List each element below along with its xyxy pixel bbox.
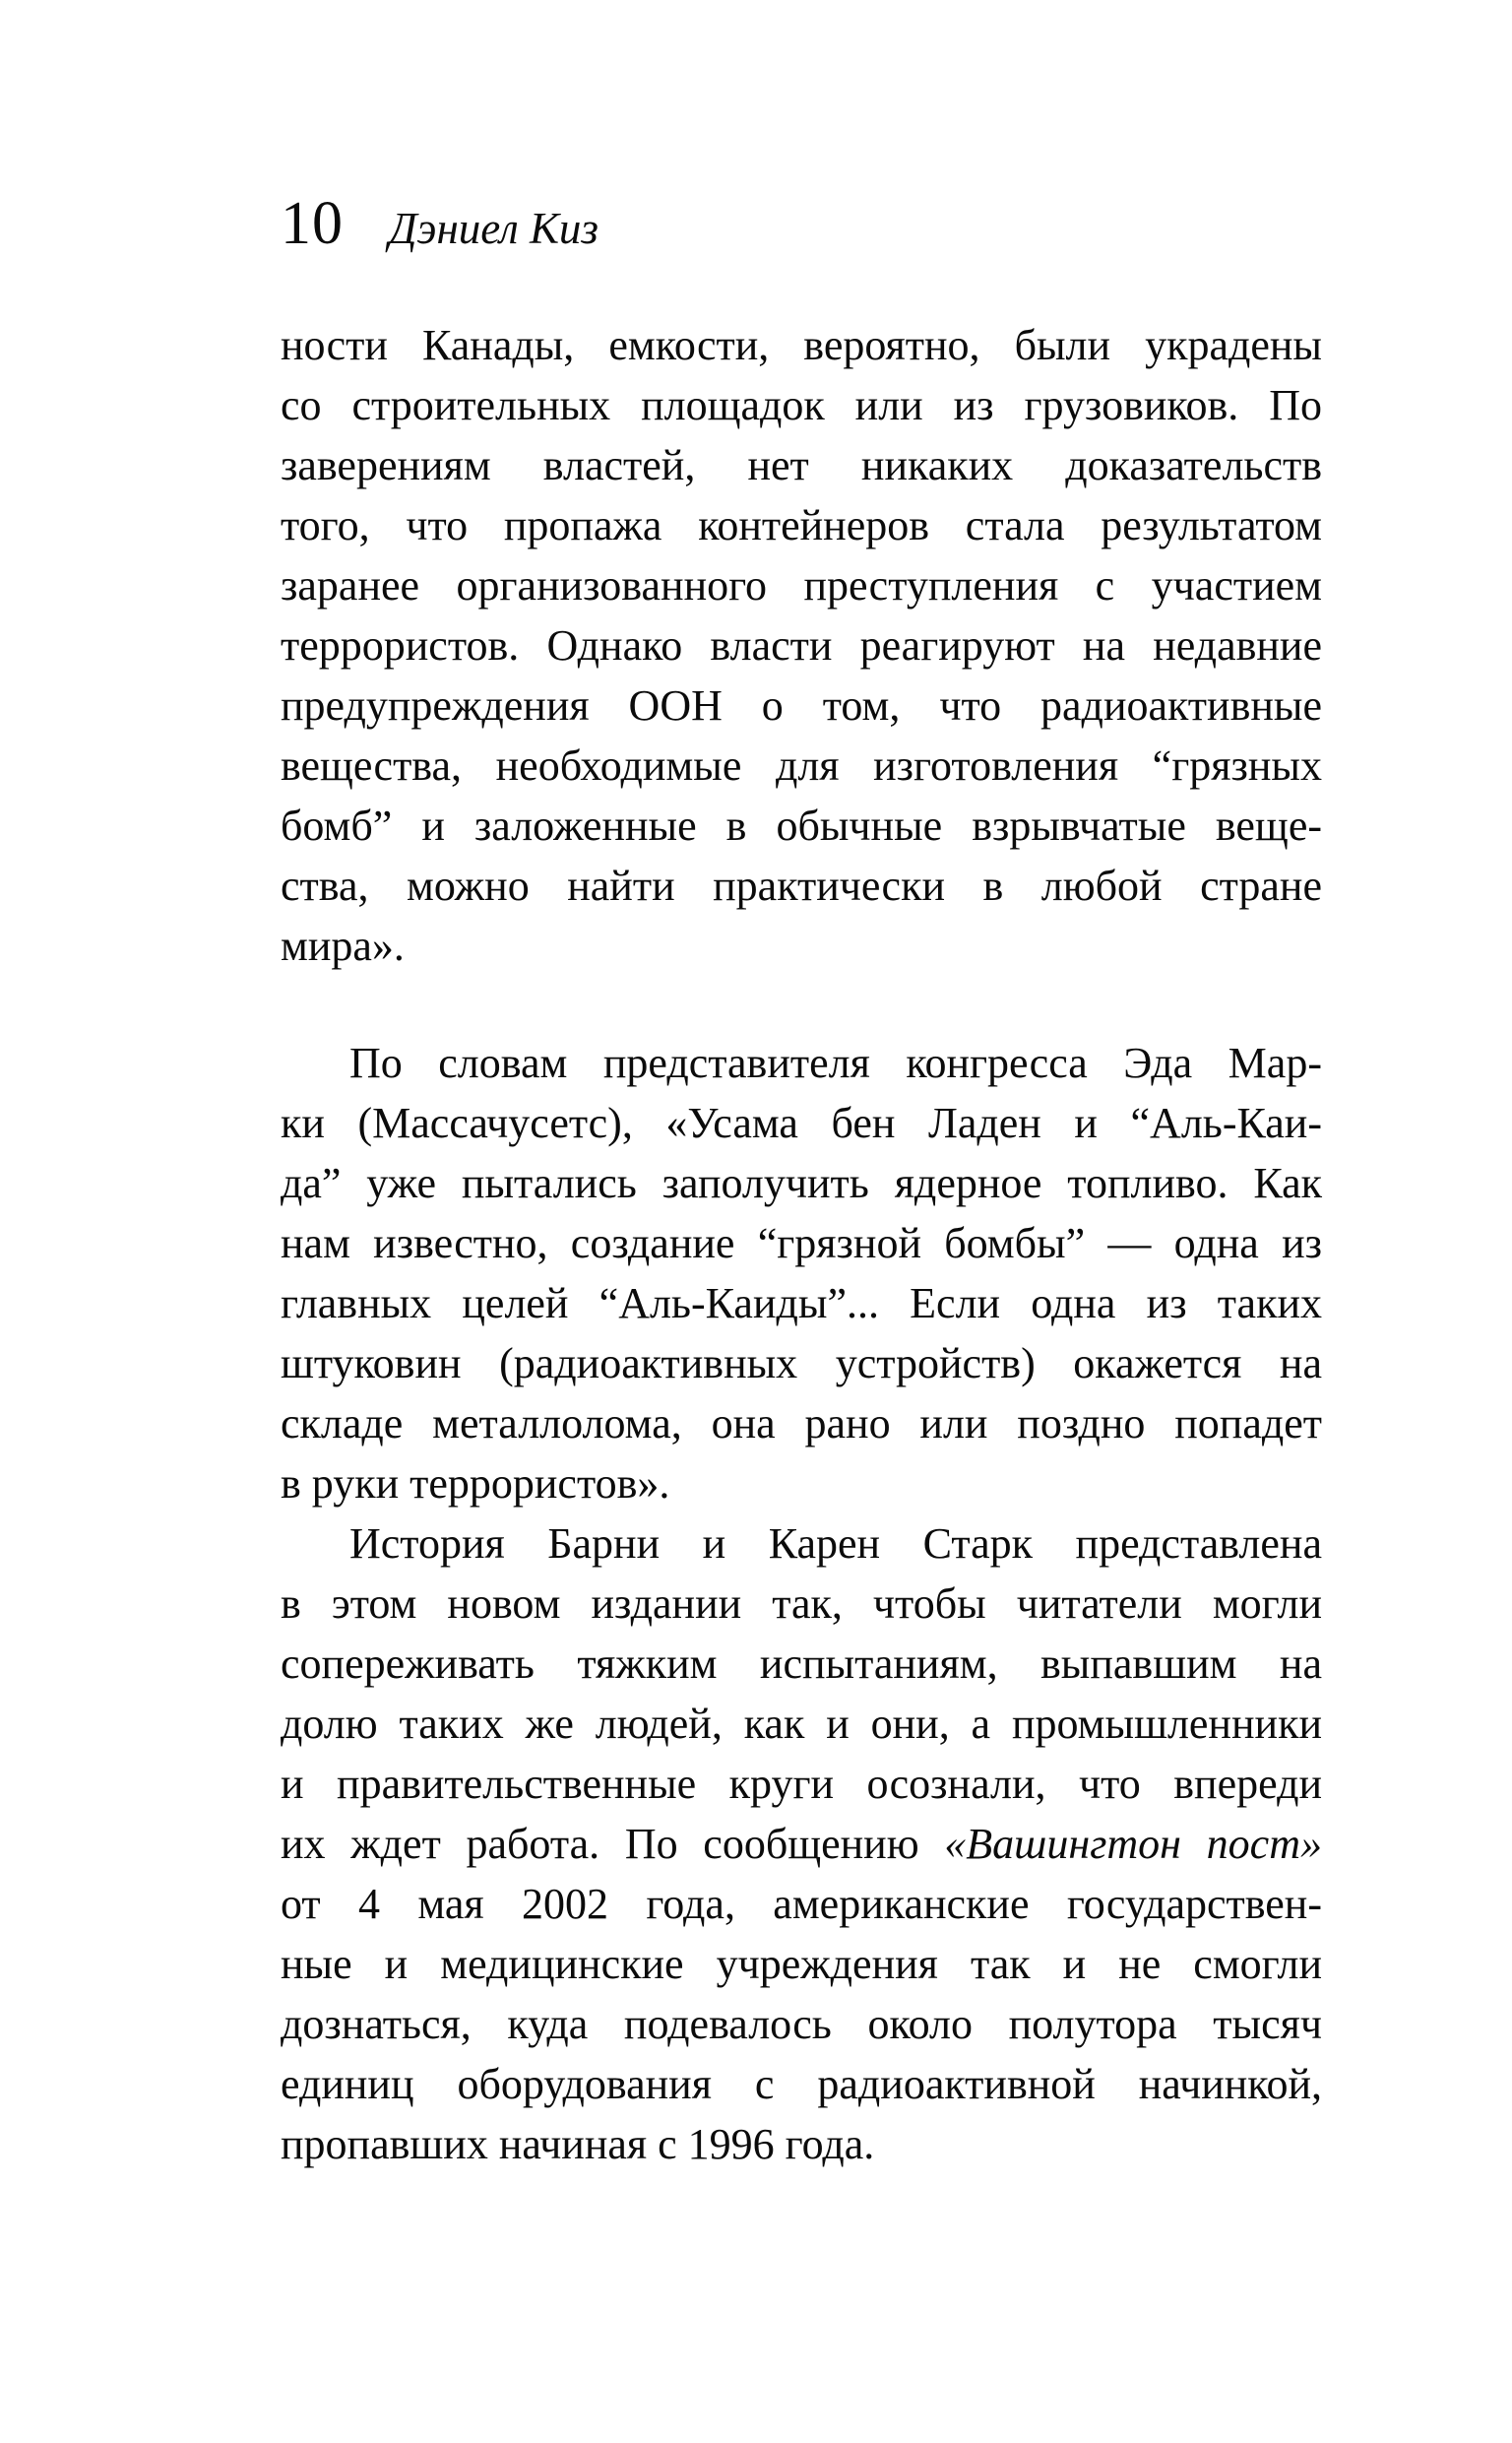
text-segment: предупреждения ООН о том, что радиоактивные: [281, 681, 1322, 730]
text-segment: нам известно, создание “грязной бомбы” — одна из: [281, 1219, 1322, 1267]
text-line: [281, 435, 1322, 495]
text-line: [281, 1814, 1322, 1874]
text-segment: да” уже пытались заполучить ядерное топливо. Как: [281, 1159, 1322, 1207]
text-line: [281, 555, 1322, 615]
text-segment: того, что пропажа контейнеров стала результатом: [281, 501, 1322, 549]
text-line: [281, 675, 1322, 736]
text-segment: штуковин (радиоактивных устройств) окажется на: [281, 1339, 1322, 1387]
text-segment: заверениям властей, нет никаких доказательств: [281, 441, 1322, 489]
paragraph: [281, 1033, 1322, 1513]
text-segment: террористов. Однако власти реагируют на недавние: [281, 621, 1322, 670]
text-segment: мира».: [281, 922, 405, 970]
text-line: [281, 1273, 1322, 1333]
text-line: [281, 1634, 1322, 1694]
text-line: [281, 495, 1322, 555]
text-segment: от 4 мая 2002 года, американские государствен-: [281, 1880, 1322, 1928]
text-segment: их ждет работа. По сообщению: [281, 1820, 945, 1868]
text-line: [281, 1694, 1322, 1754]
text-segment: ности Канады, емкости, вероятно, были украдены: [281, 321, 1322, 369]
text-line: [281, 1393, 1322, 1453]
text-segment: складе металлолома, она рано или поздно попадет: [281, 1399, 1322, 1447]
text-line: [281, 1874, 1322, 1934]
page-header: [281, 190, 598, 257]
paragraph: [281, 1513, 1322, 2174]
text-segment: долю таких же людей, как и они, а промышленники: [281, 1700, 1322, 1748]
text-segment: единиц оборудования с радиоактивной начинкой,: [281, 2060, 1322, 2108]
text-segment: пропавших начиная с 1996 года.: [281, 2120, 875, 2168]
text-segment: со строительных площадок или из грузовиков. По: [281, 381, 1322, 429]
text-line: [281, 615, 1322, 675]
text-line: [281, 375, 1322, 435]
text-line: [281, 1033, 1322, 1093]
body-text: [281, 315, 1322, 2174]
text-segment: сопереживать тяжким испытаниям, выпавшим на: [281, 1639, 1322, 1688]
text-line: [281, 1934, 1322, 1994]
text-line: [281, 2054, 1322, 2114]
text-line: [281, 1574, 1322, 1634]
text-segment: дознаться, куда подевалось около полутора тысяч: [281, 2000, 1322, 2048]
text-segment: и правительственные круги осознали, что впереди: [281, 1760, 1322, 1808]
running-title: Дэниел Киз: [389, 204, 598, 253]
text-segment: главных целей “Аль-Каиды”... Если одна из таких: [281, 1279, 1322, 1327]
text-line: [281, 1453, 1322, 1513]
text-line: [281, 1093, 1322, 1153]
text-segment: в руки террористов».: [281, 1459, 670, 1508]
text-segment: ные и медицинские учреждения так и не смогли: [281, 1940, 1322, 1988]
text-segment: заранее организованного преступления с участием: [281, 561, 1322, 610]
text-line: [281, 796, 1322, 856]
text-segment: бомб” и заложенные в обычные взрывчатые веще-: [281, 802, 1322, 850]
page-number: 10: [281, 190, 344, 257]
paragraph: [281, 315, 1322, 976]
text-segment: По словам представителя конгресса Эда Мар-: [349, 1039, 1322, 1087]
text-line: [281, 856, 1322, 916]
text-line: [281, 1754, 1322, 1814]
text-line: [281, 916, 1322, 976]
text-line: [281, 736, 1322, 796]
text-segment: ства, можно найти практически в любой стране: [281, 862, 1322, 910]
text-line: [281, 1994, 1322, 2054]
italic-text-segment: «Вашингтон пост»: [944, 1820, 1322, 1868]
text-segment: вещества, необходимые для изготовления “грязных: [281, 741, 1322, 790]
text-segment: в этом новом издании так, чтобы читатели могли: [281, 1579, 1322, 1628]
text-line: [281, 1213, 1322, 1273]
text-line: [281, 2114, 1322, 2174]
text-line: [281, 1153, 1322, 1213]
text-segment: История Барни и Карен Старк представлена: [349, 1519, 1322, 1568]
text-segment: ки (Массачусетс), «Усама бен Ладен и “Аль-Каи-: [281, 1099, 1322, 1147]
text-line: [281, 1333, 1322, 1393]
text-line: [281, 315, 1322, 375]
text-line: [281, 1513, 1322, 1574]
